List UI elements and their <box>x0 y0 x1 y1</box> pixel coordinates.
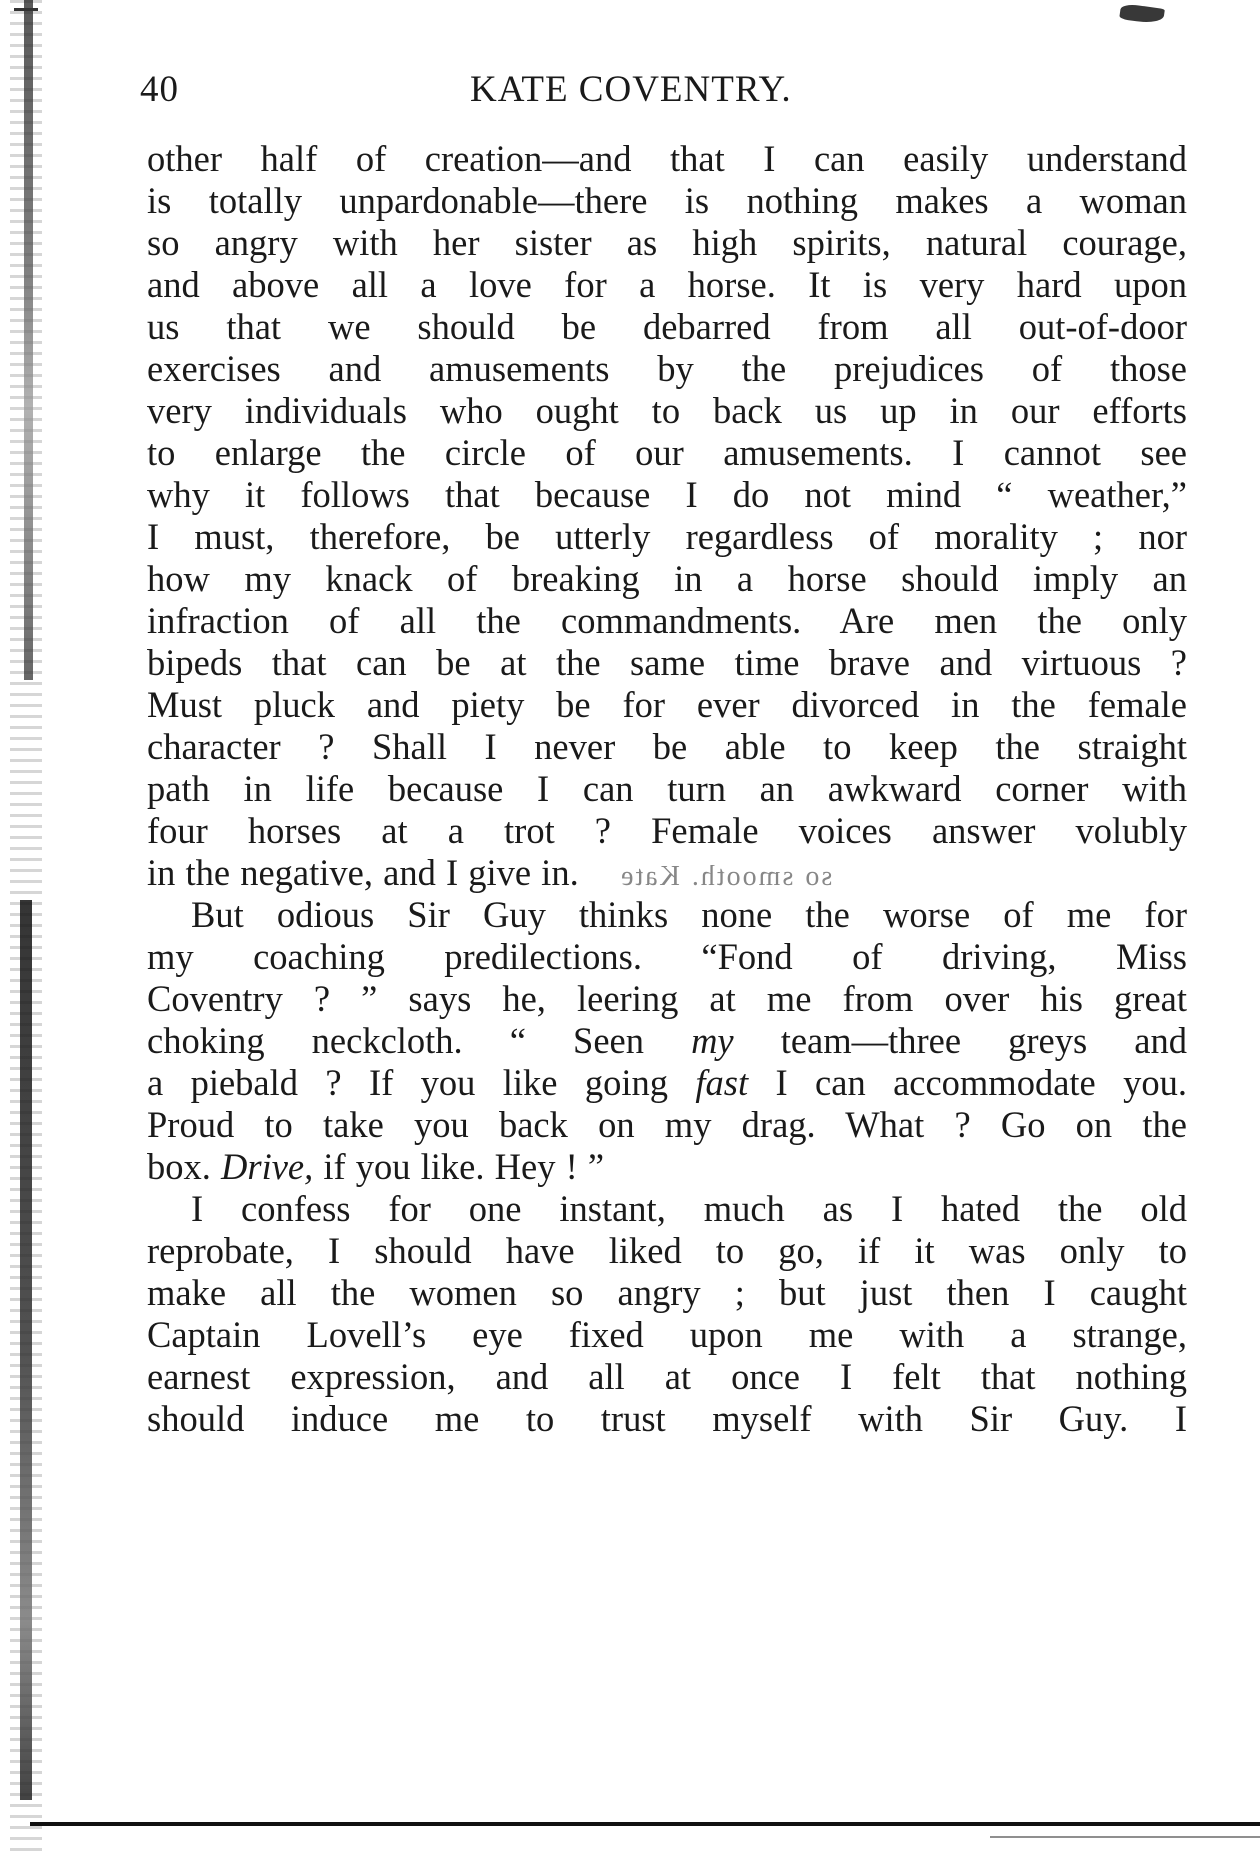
text-line: But odious Sir Guy thinks none the worse of me for <box>191 894 1187 935</box>
binding-edge-top <box>24 0 33 680</box>
text-line: Coventry ? ” says he, leering at me from over his great <box>147 978 1187 1019</box>
text-line: box. Drive, if you like. Hey ! ” <box>147 1146 605 1187</box>
text-line: is totally unpardonable—there is nothing makes a woman <box>147 180 1187 221</box>
text-line: why it follows that because I do not mind “ weather,” <box>147 474 1187 515</box>
text-line: I confess for one instant, much as I hated the old <box>191 1188 1187 1229</box>
text-line: reprobate, I should have liked to go, if it was only to <box>147 1230 1187 1271</box>
text-line: infraction of all the commandments. Are men the only <box>147 600 1187 641</box>
page-bottom-edge <box>30 1822 1260 1826</box>
text-line: earnest expression, and all at once I felt that nothing <box>147 1356 1187 1397</box>
text-line: very individuals who ought to back us up in our efforts <box>147 390 1187 431</box>
page-number: 40 <box>140 69 179 110</box>
text-line: us that we should be debarred from all out-of-door <box>147 306 1187 347</box>
text-line: character ? Shall I never be able to keep the straight <box>147 726 1187 767</box>
bleed-through-text: so smooth. Kate <box>618 861 832 892</box>
text-line: bipeds that can be at the same time brave and virtuous ? <box>147 642 1187 683</box>
text-line: should induce me to trust myself with Sir Guy. I <box>147 1398 1187 1439</box>
binding-edge-bottom <box>20 900 32 1800</box>
text-line <box>147 852 1187 894</box>
text-line-content: in the negative, and I give in. <box>147 852 579 893</box>
text-line: path in life because I can turn an awkward corner with <box>147 768 1187 809</box>
emphasis: fast <box>695 1062 749 1103</box>
text-line: four horses at a trot ? Female voices answer volubly <box>147 810 1187 851</box>
text-line: and above all a love for a horse. It is very hard upon <box>147 264 1187 305</box>
body-text <box>147 138 1187 1440</box>
ink-blot-mark <box>1119 3 1165 25</box>
page-bottom-edge-shadow <box>990 1836 1260 1838</box>
paragraph <box>147 894 1187 1188</box>
text-line: I must, therefore, be utterly regardless of morality ; nor <box>147 516 1187 557</box>
text-line: Must pluck and piety be for ever divorced in the female <box>147 684 1187 725</box>
running-title: KATE COVENTRY. <box>470 69 792 110</box>
text-line: to enlarge the circle of our amusements. I cannot see <box>147 432 1187 473</box>
emphasis: Drive, <box>221 1146 314 1187</box>
text-line: choking neckcloth. “ Seen my team—three greys and <box>147 1020 1187 1061</box>
text-line: exercises and amusements by the prejudices of those <box>147 348 1187 389</box>
emphasis: my <box>691 1020 734 1061</box>
text-line: Captain Lovell’s eye fixed upon me with a strange, <box>147 1314 1187 1355</box>
text-line: so angry with her sister as high spirits, natural courage, <box>147 222 1187 263</box>
paragraph <box>147 138 1187 894</box>
text-line: my coaching predilections. “Fond of driving, Miss <box>147 936 1187 977</box>
text-line: make all the women so angry ; but just then I caught <box>147 1272 1187 1313</box>
running-header <box>140 68 1140 128</box>
text-line: a piebald ? If you like going fast I can accommodate you. <box>147 1062 1187 1103</box>
text-line: how my knack of breaking in a horse should imply an <box>147 558 1187 599</box>
scan-corner-mark <box>14 8 38 11</box>
text-line: other half of creation—and that I can easily understand <box>147 138 1187 179</box>
paragraph <box>147 1188 1187 1440</box>
text-line: Proud to take you back on my drag. What ? Go on the <box>147 1104 1187 1145</box>
